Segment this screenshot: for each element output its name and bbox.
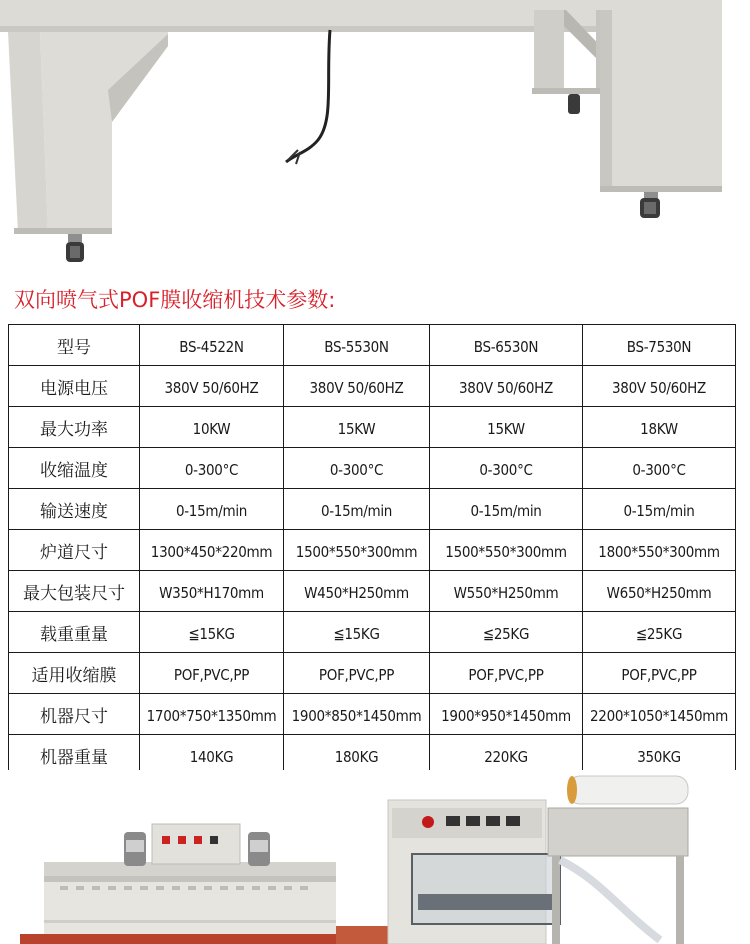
table-cell: 0-300°C bbox=[583, 448, 736, 489]
row-label: 输送速度 bbox=[9, 489, 140, 530]
table-cell: W650*H250mm bbox=[583, 571, 736, 612]
table-cell: 1900*950*1450mm bbox=[430, 694, 583, 735]
table-cell: 0-300°C bbox=[284, 448, 430, 489]
spec-heading: 双向喷气式POF膜收缩机技术参数: bbox=[14, 288, 336, 312]
table-cell: 0-15m/min bbox=[430, 489, 583, 530]
model-cell: BS-7530N bbox=[583, 325, 736, 366]
model-cell: BS-4522N bbox=[140, 325, 284, 366]
table-cell: 15KW bbox=[284, 407, 430, 448]
table-cell: POF,PVC,PP bbox=[284, 653, 430, 694]
row-label: 收缩温度 bbox=[9, 448, 140, 489]
table-cell: ≦25KG bbox=[583, 612, 736, 653]
machine-base-photo bbox=[0, 0, 750, 268]
row-label: 型号 bbox=[9, 325, 140, 366]
table-cell: 1800*550*300mm bbox=[583, 530, 736, 571]
model-cell: BS-6530N bbox=[430, 325, 583, 366]
table-cell: 15KW bbox=[430, 407, 583, 448]
table-cell: 380V 50/60HZ bbox=[583, 366, 736, 407]
table-row bbox=[9, 448, 736, 489]
machines-photo bbox=[0, 770, 750, 944]
table-cell: 1900*850*1450mm bbox=[284, 694, 430, 735]
table-cell: ≦25KG bbox=[430, 612, 583, 653]
table-cell: POF,PVC,PP bbox=[140, 653, 284, 694]
table-row bbox=[9, 407, 736, 448]
table-cell: 0-15m/min bbox=[140, 489, 284, 530]
table-row bbox=[9, 571, 736, 612]
table-cell: 10KW bbox=[140, 407, 284, 448]
table-cell: 18KW bbox=[583, 407, 736, 448]
table-cell: 0-300°C bbox=[430, 448, 583, 489]
table-cell: ≦15KG bbox=[140, 612, 284, 653]
row-label: 炉道尺寸 bbox=[9, 530, 140, 571]
spec-table bbox=[8, 324, 736, 776]
table-row bbox=[9, 612, 736, 653]
table-cell: POF,PVC,PP bbox=[583, 653, 736, 694]
model-cell: BS-5530N bbox=[284, 325, 430, 366]
table-cell: 380V 50/60HZ bbox=[284, 366, 430, 407]
table-cell: 0-15m/min bbox=[583, 489, 736, 530]
row-label: 机器重量 bbox=[9, 735, 140, 776]
table-cell: 180KG bbox=[284, 735, 430, 776]
table-cell: 350KG bbox=[583, 735, 736, 776]
table-row bbox=[9, 530, 736, 571]
row-label: 机器尺寸 bbox=[9, 694, 140, 735]
row-label: 最大功率 bbox=[9, 407, 140, 448]
table-cell: 1700*750*1350mm bbox=[140, 694, 284, 735]
table-row bbox=[9, 366, 736, 407]
table-cell: W450*H250mm bbox=[284, 571, 430, 612]
table-cell: 0-300°C bbox=[140, 448, 284, 489]
row-label: 载重重量 bbox=[9, 612, 140, 653]
table-cell: 220KG bbox=[430, 735, 583, 776]
table-cell: 380V 50/60HZ bbox=[430, 366, 583, 407]
table-row bbox=[9, 694, 736, 735]
table-cell: 2200*1050*1450mm bbox=[583, 694, 736, 735]
row-label: 适用收缩膜 bbox=[9, 653, 140, 694]
table-cell: 1500*550*300mm bbox=[430, 530, 583, 571]
table-row bbox=[9, 653, 736, 694]
row-label: 电源电压 bbox=[9, 366, 140, 407]
table-cell: W550*H250mm bbox=[430, 571, 583, 612]
table-row bbox=[9, 489, 736, 530]
table-cell: W350*H170mm bbox=[140, 571, 284, 612]
table-cell: ≦15KG bbox=[284, 612, 430, 653]
table-cell: 140KG bbox=[140, 735, 284, 776]
table-cell: 1300*450*220mm bbox=[140, 530, 284, 571]
row-label: 最大包装尺寸 bbox=[9, 571, 140, 612]
table-cell: 1500*550*300mm bbox=[284, 530, 430, 571]
table-cell: POF,PVC,PP bbox=[430, 653, 583, 694]
table-cell: 380V 50/60HZ bbox=[140, 366, 284, 407]
table-row-model bbox=[9, 325, 736, 366]
table-cell: 0-15m/min bbox=[284, 489, 430, 530]
